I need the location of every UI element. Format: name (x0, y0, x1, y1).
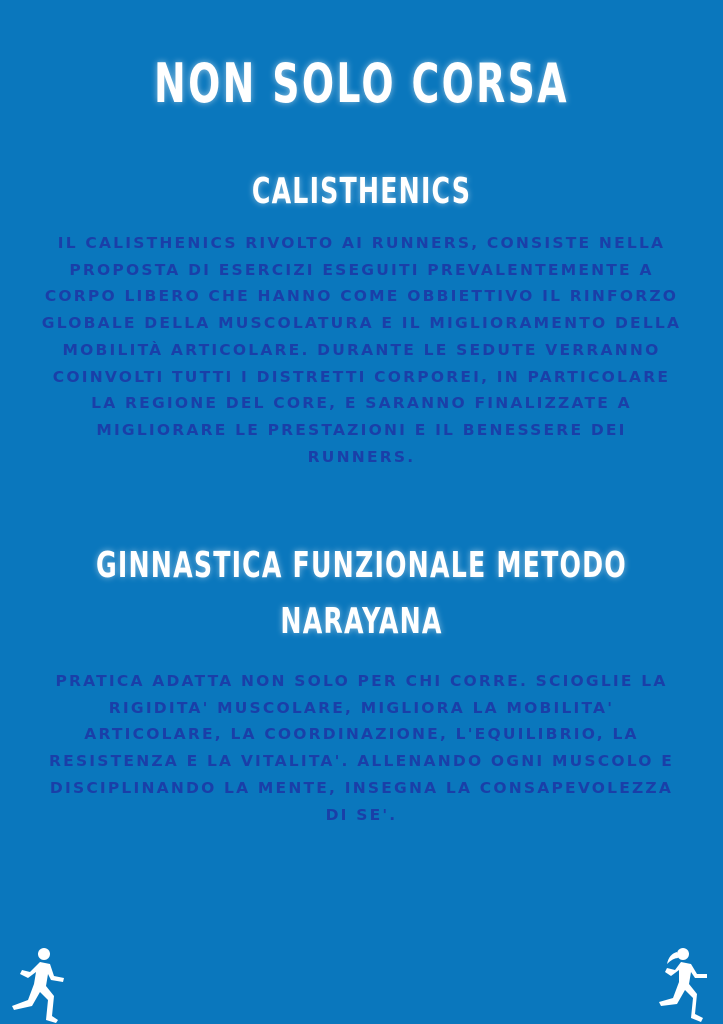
page-title: NON SOLO CORSA (154, 52, 569, 115)
section-heading-calisthenics: CALISTHENICS (251, 171, 472, 212)
section-heading-narayana: GINNASTICA FUNZIONALE METODO NARAYANA (96, 545, 627, 642)
female-runner-icon (651, 944, 721, 1024)
section-text-narayana: PRATICA ADATTA NON SOLO PER CHI CORRE. SCIOGLIE LA RIGIDITA' MUSCOLARE, MIGLIORA LA MOBILITA' ARTICOLARE, LA COORDINAZIONE, L'EQUILIBRIO, LA RESISTENZA E LA VITALITA'. ALLENANDO OGNI MUSCOLO E DISCIPLINANDO LA MENTE, INSEGNA LA CONSAPEVOLEZZA DI SE'. (49, 672, 674, 824)
male-runner-icon (2, 944, 72, 1024)
section-text-calisthenics: IL CALISTHENICS RIVOLTO AI RUNNERS, CONSISTE NELLA PROPOSTA DI ESERCIZI ESEGUITI PREVALENTEMENTE A CORPO LIBERO CHE HANNO COME OBBIETTIVO IL RINFORZO GLOBALE DELLA MUSCOLATURA E IL MIGLIORAMENTO DELLA MOBILITÀ ARTICOLARE. DURANTE LE SEDUTE VERRANNO COINVOLTI TUTTI I DISTRETTI CORPOREI, IN PARTICOLARE LA REGIONE DEL CORE, E SARANNO FINALIZZATE A MIGLIORARE LE PRESTAZIONI E IL BENESSERE DEI RUNNERS. (41, 234, 682, 466)
